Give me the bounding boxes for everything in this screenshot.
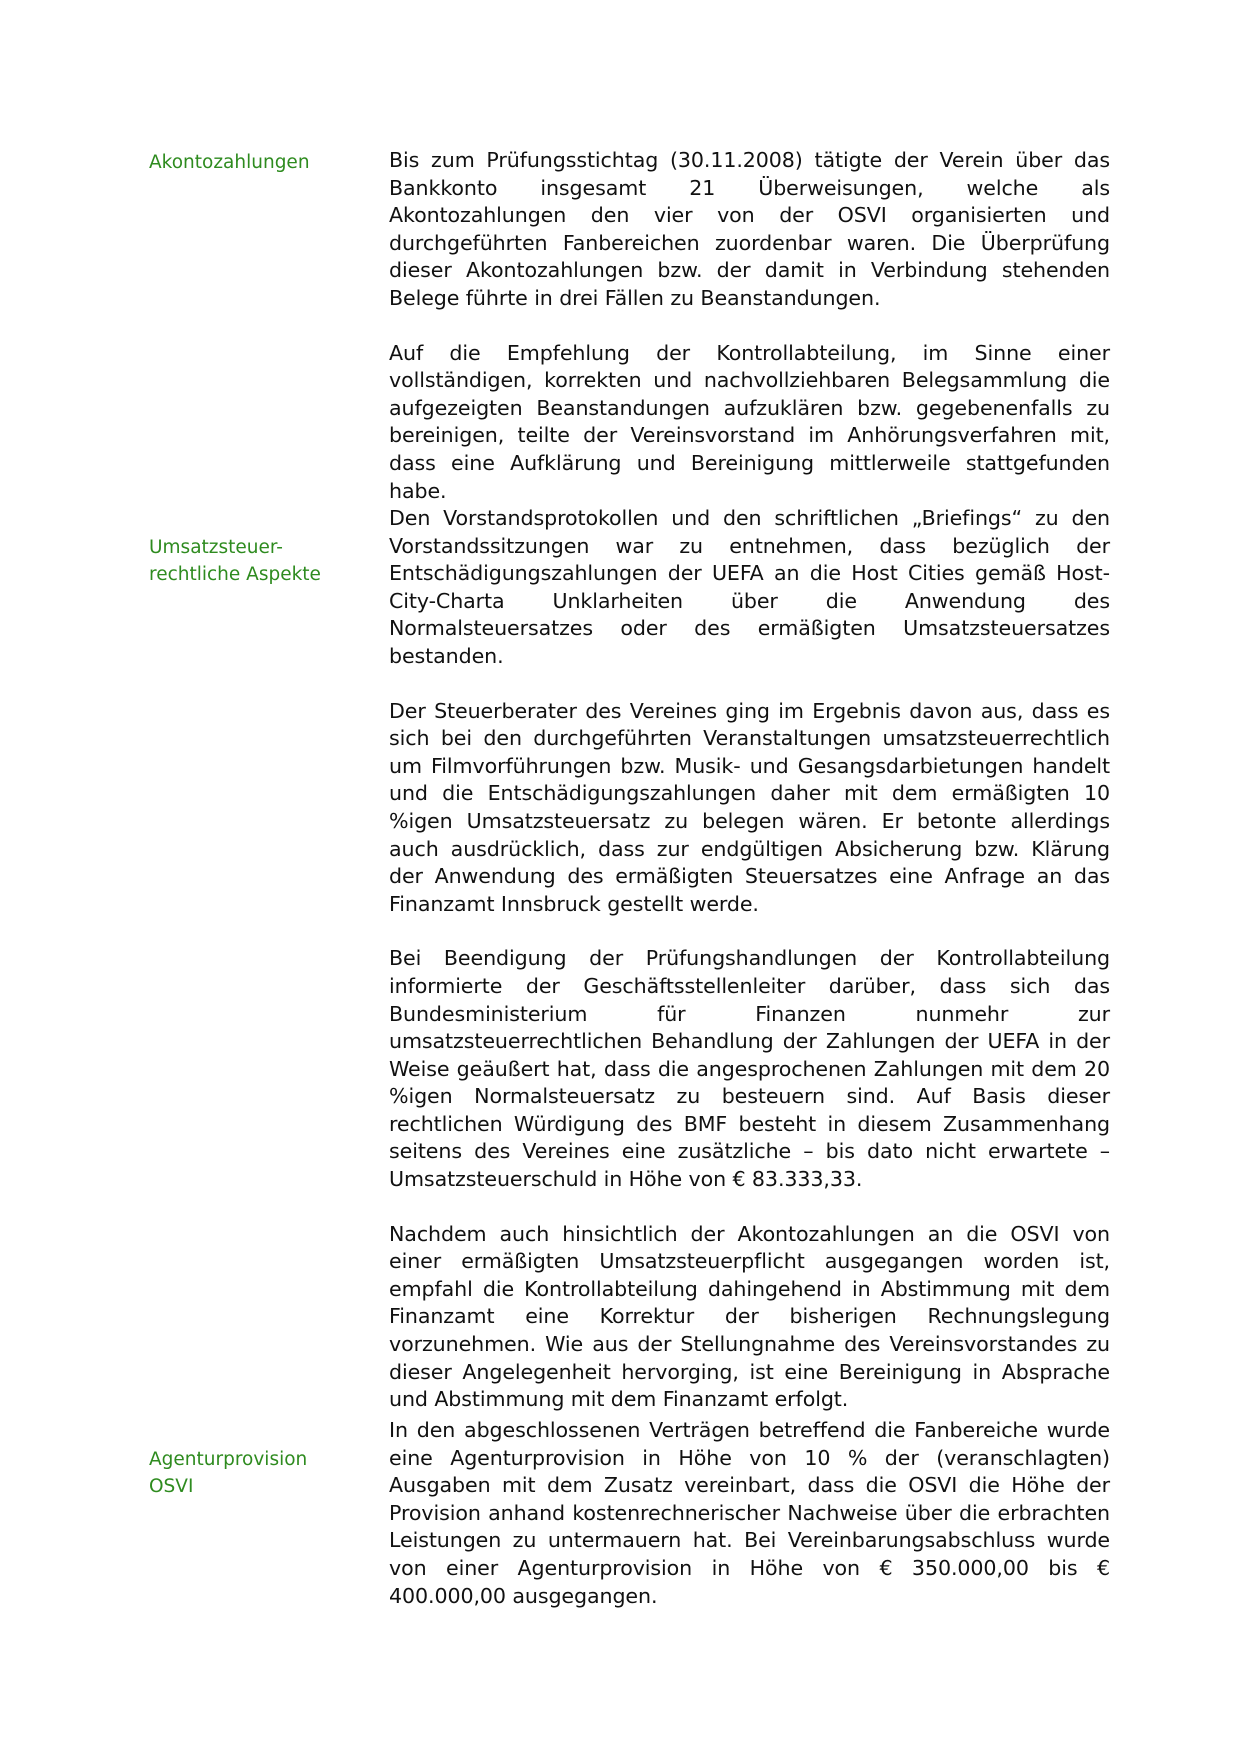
section-label-line: Agenturprovision OSVI: [149, 1449, 308, 1497]
section-label: [149, 1419, 349, 1500]
paragraph: Der Steuerberater des Vereines ging im Ergebnis davon aus, dass es sich bei den durchgeführten Veranstaltungen umsatzsteuerrechtlich um Filmvorführungen bzw. Musik- und Gesangsdarbietungen handelt und die Entschädigungszahlungen daher mit dem ermäßigten 10 %igen Umsatzsteuersatz zu belegen wären. Er betonte allerdings auch ausdrücklich, dass zur endgültigen Absicherung bzw. Klärung der Anwendung des ermäßigten Steuersatzes eine Anfrage an das Finanzamt Innsbruck gestellt werde.: [389, 698, 1110, 916]
section-label-line: Umsatzsteuer- rechtliche Aspekte: [149, 537, 321, 585]
section-label: [149, 507, 349, 588]
section-body: [389, 1417, 1110, 1610]
paragraph: Nachdem auch hinsichtlich der Akontozahlungen an die OSVI von einer ermäßigten Umsatzsteuerpflicht ausgegangen worden ist, empfahl die Kontrollabteilung dahingehend in Abstimmung mit dem Finanzamt eine Korrektur der bisherigen Rechnungslegung vorzunehmen. Wie aus der Stellungnahme des Vereinsvorstandes zu dieser Angelegenheit hervorging, ist eine Bereinigung in Absprache und Abstimmung mit dem Finanzamt erfolgt.: [389, 1221, 1110, 1412]
paragraph: Den Vorstandsprotokollen und den schriftlichen „Briefings“ zu den Vorstandssitzungen war zu entnehmen, dass bezüglich der Entschädigungszahlungen der UEFA an die Host Cities gemäß Host-City-Charta Unklarheiten über die Anwendung des Normalsteuersatzes oder des ermäßigten Umsatzsteuersatzes bestanden.: [389, 506, 1110, 668]
section-body: [389, 505, 1110, 1414]
section-body: [389, 147, 1110, 505]
paragraph: Bei Beendigung der Prüfungshandlungen der Kontrollabteilung informierte der Geschäftsstellenleiter darüber, dass sich das Bundesministerium für Finanzen nunmehr zur umsatzsteuerrechtlichen Behandlung der Zahlungen der UEFA in der Weise geäußert hat, dass die angesprochenen Zahlungen mit dem 20 %igen Normalsteuersatz zu besteuern sind. Auf Basis dieser rechtlichen Würdigung des BMF besteht in diesem Zusammenhang seitens des Vereines eine zusätzliche – bis dato nicht erwartete – Umsatzsteuerschuld in Höhe von € 83.333,33.: [389, 946, 1110, 1192]
section-label: Akontozahlungen: [149, 152, 310, 173]
paragraph: In den abgeschlossenen Verträgen betreffend die Fanbereiche wurde eine Agenturprovision in Höhe von 10 % der (veranschlagten) Ausgaben mit dem Zusatz vereinbart, dass die OSVI die Höhe der Provision anhand kostenrechnerischer Nachweise über die erbrachten Leistungen zu untermauern hat. Bei Vereinbarungsabschluss wurde von einer Agenturprovision in Höhe von € 350.000,00 bis € 400.000,00 ausgegangen.: [389, 1418, 1110, 1608]
paragraph: Auf die Empfehlung der Kontrollabteilung, im Sinne einer vollständigen, korrekten und nachvollziehbaren Belegsammlung die aufgezeigten Beanstandungen aufzuklären bzw. gegebenenfalls zu bereinigen, teilte der Vereinsvorstand im Anhörungsverfahren mit, dass eine Aufklärung und Bereinigung mittlerweile stattgefunden habe.: [389, 340, 1110, 503]
paragraph: Bis zum Prüfungsstichtag (30.11.2008) tätigte der Verein über das Bankkonto insgesamt 21 Überweisungen, welche als Akontozahlungen den vier von der OSVI organisierten und durchgeführten Fanbereichen zuordenbar waren. Die Überprüfung dieser Akontozahlungen bzw. der damit in Verbindung stehenden Belege führte in drei Fällen zu Beanstandungen.: [389, 148, 1110, 310]
